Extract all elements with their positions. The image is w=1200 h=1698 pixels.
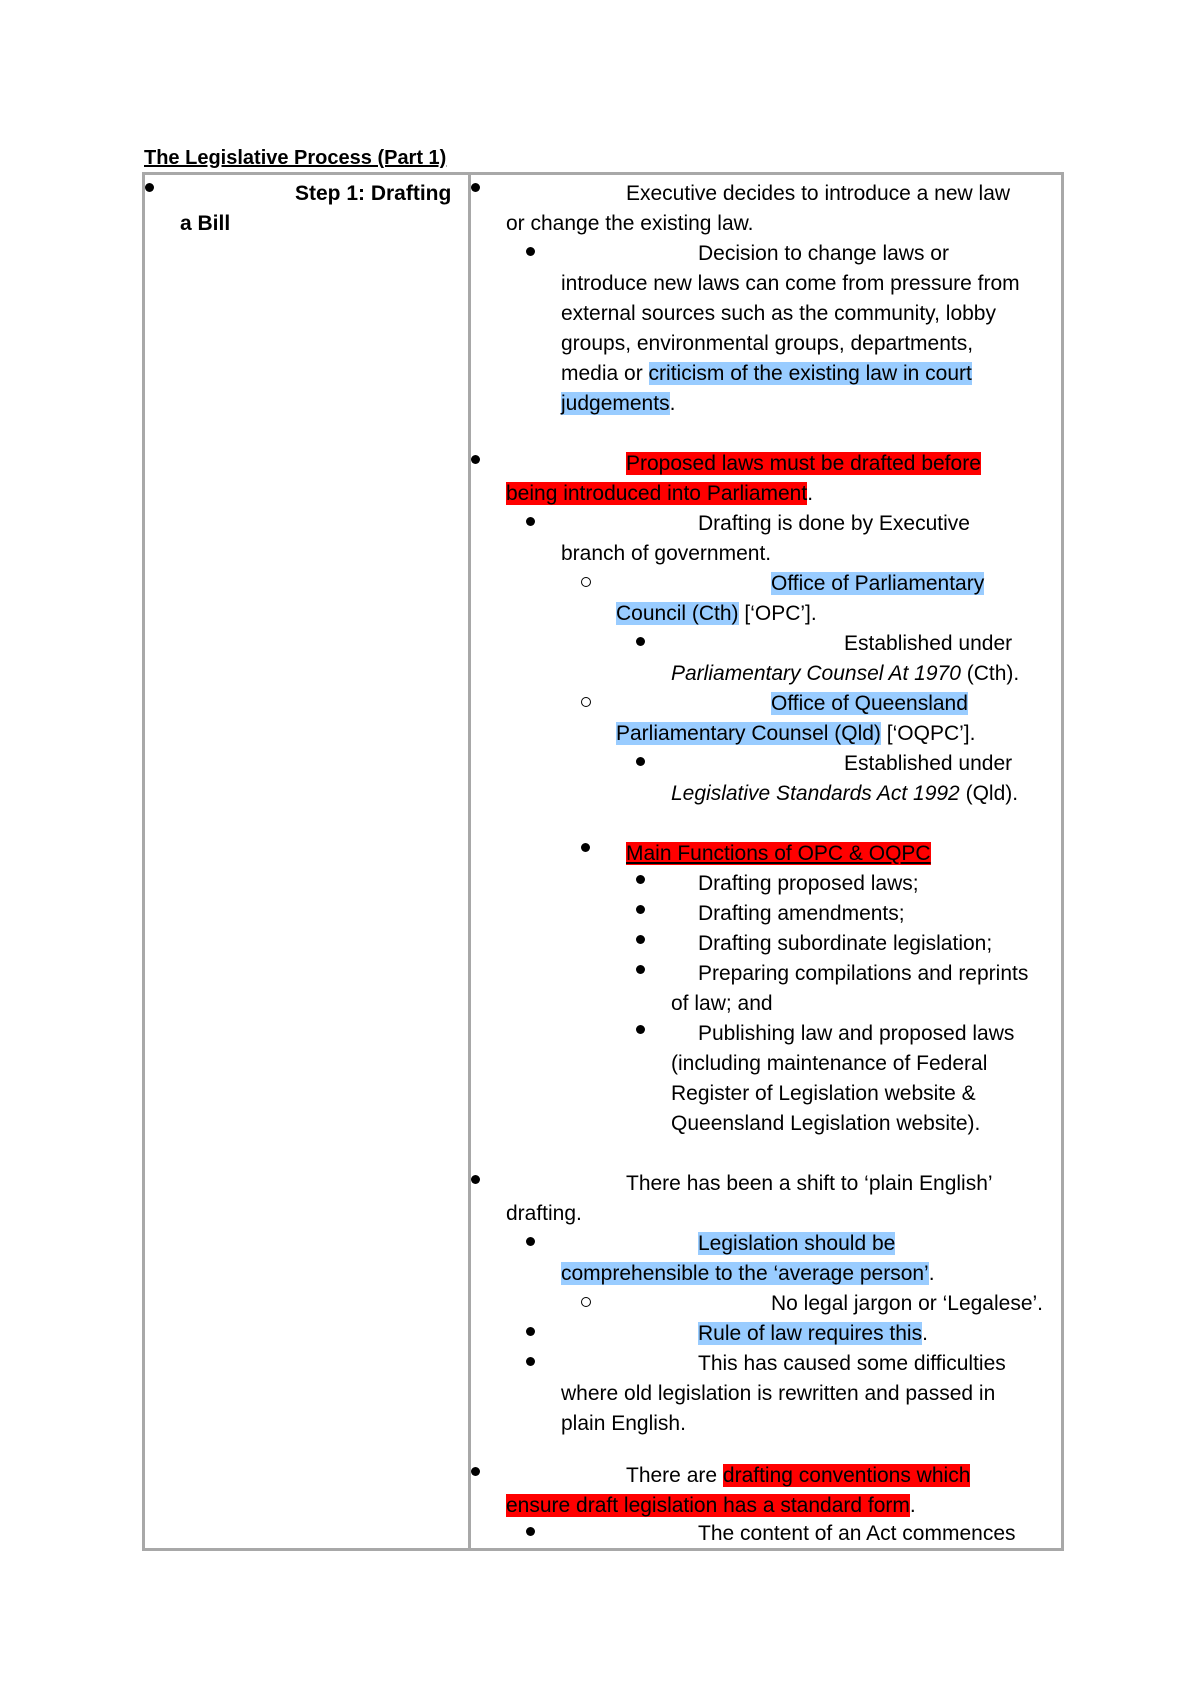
text-span: (Cth). bbox=[960, 662, 1020, 685]
bullet-icon bbox=[581, 843, 590, 852]
text-line: Decision to change laws or bbox=[698, 242, 949, 265]
content-cell bbox=[471, 175, 1061, 1548]
bullet-icon bbox=[526, 247, 535, 256]
text-line: branch of government. bbox=[561, 542, 772, 565]
highlighted-text: judgements bbox=[561, 392, 670, 415]
highlighted-text: ensure draft legislation has a standard form bbox=[506, 1494, 910, 1517]
bullet-icon bbox=[526, 1357, 535, 1366]
list-item-continuation: of law; and bbox=[671, 992, 773, 1015]
bullet-icon bbox=[471, 1175, 480, 1184]
text-span: . bbox=[928, 1262, 935, 1285]
bullet-icon bbox=[636, 637, 645, 646]
highlighted-text: Proposed laws must be drafted before bbox=[626, 452, 981, 475]
bullet-icon bbox=[526, 1327, 535, 1336]
text-line bbox=[506, 479, 813, 509]
text-line: external sources such as the community, lobby bbox=[561, 302, 996, 325]
document-title: The Legislative Process (Part 1) bbox=[144, 147, 447, 169]
text-line bbox=[698, 1319, 928, 1349]
bullet-icon bbox=[636, 965, 645, 974]
bullet-icon bbox=[636, 875, 645, 884]
text-line: The content of an Act commences bbox=[698, 1522, 1016, 1545]
list-item: Drafting amendments; bbox=[698, 902, 905, 925]
text-line: There has been a shift to ‘plain English’ bbox=[626, 1172, 993, 1195]
list-item: Preparing compilations and reprints bbox=[698, 962, 1029, 985]
text-line: Executive decides to introduce a new law bbox=[626, 182, 1011, 205]
circle-bullet-icon bbox=[581, 697, 591, 707]
list-item-continuation: Queensland Legislation website). bbox=[671, 1112, 981, 1135]
text-line bbox=[561, 1259, 935, 1289]
text-line: Drafting is done by Executive bbox=[698, 512, 970, 535]
bullet-icon bbox=[636, 935, 645, 944]
highlighted-text: being introduced into Parliament bbox=[506, 482, 808, 505]
highlighted-text: Parliamentary Counsel (Qld) bbox=[616, 722, 881, 745]
text-line: or change the existing law. bbox=[506, 212, 754, 235]
highlighted-text: comprehensible to the ‘average person’ bbox=[561, 1262, 929, 1285]
text-span: . bbox=[807, 482, 814, 505]
text-span: (Qld). bbox=[959, 782, 1019, 805]
text-span: . bbox=[909, 1494, 916, 1517]
bullet-icon bbox=[636, 757, 645, 766]
text-line: This has caused some difficulties bbox=[698, 1352, 1006, 1375]
text-line bbox=[626, 839, 931, 869]
text-span: There are bbox=[626, 1464, 723, 1487]
step-label-line2: a Bill bbox=[180, 212, 231, 235]
text-line: groups, environmental groups, departments, bbox=[561, 332, 974, 355]
highlighted-text: Office of Parliamentary bbox=[771, 572, 985, 595]
highlighted-text: drafting conventions which bbox=[722, 1464, 971, 1487]
highlighted-text: Legislation should be bbox=[698, 1232, 896, 1255]
text-line bbox=[616, 599, 817, 629]
text-line bbox=[771, 569, 984, 599]
bullet-icon bbox=[471, 183, 480, 192]
bullet-icon bbox=[526, 1237, 535, 1246]
bullet-icon bbox=[145, 183, 154, 192]
text-span: . bbox=[922, 1322, 928, 1345]
text-span: [‘OQPC’]. bbox=[880, 722, 976, 745]
bullet-icon bbox=[471, 455, 480, 464]
text-line bbox=[626, 449, 981, 479]
text-line bbox=[626, 1461, 970, 1491]
act-name: Parliamentary Counsel At 1970 bbox=[671, 662, 961, 685]
text-span: [‘OPC’]. bbox=[738, 602, 817, 625]
text-span: . bbox=[669, 392, 676, 415]
functions-heading: Main Functions of OPC & OQPC bbox=[626, 842, 931, 865]
list-item-continuation: Register of Legislation website & bbox=[671, 1082, 976, 1105]
act-name: Legislative Standards Act 1992 bbox=[671, 782, 960, 805]
bullet-icon bbox=[526, 1527, 535, 1536]
highlighted-text: Council (Cth) bbox=[616, 602, 739, 625]
text-line bbox=[561, 359, 972, 389]
list-item-continuation: (including maintenance of Federal bbox=[671, 1052, 988, 1075]
step-label-line1: Step 1: Drafting bbox=[295, 182, 452, 205]
text-line bbox=[771, 689, 968, 719]
circle-bullet-icon bbox=[581, 577, 591, 587]
text-line bbox=[671, 779, 1018, 809]
text-line: Established under bbox=[844, 752, 1013, 775]
text-line bbox=[561, 389, 675, 419]
highlighted-text: Office of Queensland bbox=[771, 692, 968, 715]
list-item: Drafting proposed laws; bbox=[698, 872, 919, 895]
text-line: introduce new laws can come from pressure from bbox=[561, 272, 1020, 295]
bullet-icon bbox=[636, 905, 645, 914]
circle-bullet-icon bbox=[581, 1297, 591, 1307]
text-line bbox=[671, 659, 1019, 689]
text-line: where old legislation is rewritten and passed in bbox=[561, 1382, 996, 1405]
bullet-icon bbox=[471, 1467, 480, 1476]
text-line: drafting. bbox=[506, 1202, 582, 1225]
list-item: Drafting subordinate legislation; bbox=[698, 932, 993, 955]
highlighted-text: Rule of law requires this bbox=[698, 1322, 923, 1345]
text-line bbox=[506, 1491, 916, 1521]
highlighted-text: criticism of the existing law in court bbox=[648, 362, 972, 385]
text-line: No legal jargon or ‘Legalese’. bbox=[771, 1292, 1044, 1315]
list-item: Publishing law and proposed laws bbox=[698, 1022, 1015, 1045]
step-cell bbox=[145, 175, 468, 1548]
text-line bbox=[698, 1229, 895, 1259]
bullet-icon bbox=[636, 1025, 645, 1034]
text-line: plain English. bbox=[561, 1412, 686, 1435]
text-span: media or bbox=[561, 362, 649, 385]
text-line: Established under bbox=[844, 632, 1013, 655]
bullet-icon bbox=[526, 517, 535, 526]
text-line bbox=[616, 719, 975, 749]
